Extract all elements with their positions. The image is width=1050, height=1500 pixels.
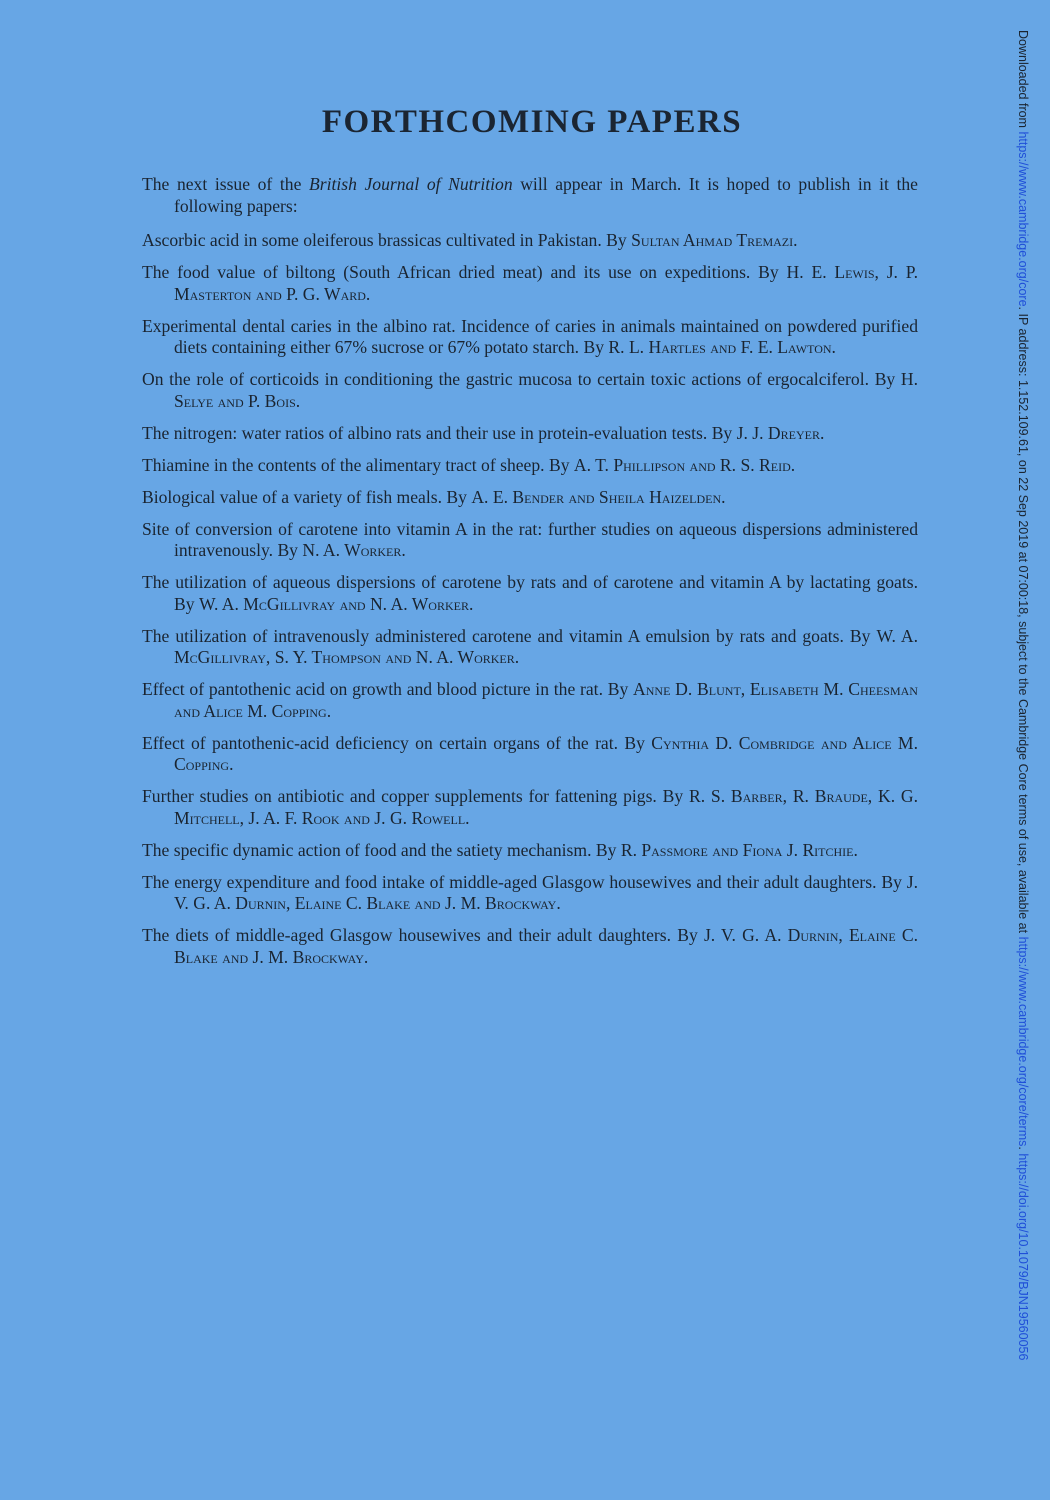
paper-authors: H. Selye and P. Bois. <box>174 369 919 411</box>
terms-link[interactable]: https://www.cambridge.org/core/terms <box>1016 936 1030 1147</box>
paper-title: Ascorbic acid in some oleiferous brassicas cultivated in Pakistan. <box>142 230 602 250</box>
paper-authors: H. E. Lewis, J. P. Masterton and P. G. Ward. <box>174 262 919 304</box>
paper-authors: W. A. McGillivray, S. Y. Thompson and N. A. Worker. <box>174 625 918 667</box>
paper-by: By <box>548 454 570 475</box>
paper-entry <box>142 487 918 509</box>
paper-by: By <box>849 625 871 646</box>
paper-entry <box>142 519 918 562</box>
paper-entry <box>142 316 918 359</box>
paper-authors: Sultan Ahmad Tremazi. <box>631 230 798 250</box>
paper-entry <box>142 262 918 305</box>
paper-by: By <box>758 262 779 282</box>
paper-title: The utilization of aqueous dispersions of carotene by rats and of carotene and vitamin A by lactating goats. <box>142 572 918 592</box>
paper-by: By <box>583 337 604 357</box>
paper-entry <box>142 679 918 722</box>
cambridge-core-link[interactable]: https://www.cambridge.org/core <box>1016 131 1030 307</box>
paper-title: Effect of pantothenic-acid deficiency on certain organs of the rat. <box>142 732 619 753</box>
paper-title: The specific dynamic action of food and the satiety mechanism. <box>142 839 592 860</box>
download-notice <box>1008 30 1038 1470</box>
paper-entry <box>142 626 918 669</box>
paper-title: The utilization of intravenously administered carotene and vitamin A emulsion by rats and goats. <box>142 625 844 646</box>
doi-link[interactable]: https://doi.org/10.1079/BJN19560056 <box>1016 1153 1030 1361</box>
paper-authors: N. A. Worker. <box>302 540 406 560</box>
intro-text-before: The next issue of the <box>142 174 309 194</box>
paper-entry <box>142 369 918 412</box>
paper-authors: Anne D. Blunt, Elisabeth M. Cheesman and Alice M. Copping. <box>174 679 918 721</box>
paper-title: The diets of middle-aged Glasgow housewives and their adult daughters. <box>142 925 672 945</box>
paper-by: By <box>624 732 645 753</box>
paper-title: Effect of pantothenic acid on growth and blood picture in the rat. <box>142 679 603 699</box>
paper-by: By <box>677 925 698 945</box>
paper-by: By <box>662 786 684 806</box>
paper-by: By <box>607 679 629 699</box>
paper-entry <box>142 925 918 968</box>
paper-title: Further studies on antibiotic and copper supplements for fattening pigs. <box>142 786 657 806</box>
paper-title: The energy expenditure and food intake of middle-aged Glasgow housewives and their adult daughters. <box>142 871 877 892</box>
paper-entry <box>142 872 918 915</box>
paper-authors: A. T. Phillipson and R. S. Reid. <box>573 454 796 475</box>
paper-title: Site of conversion of carotene into vitamin A in the rat: further studies on aqueous dispersions administered intravenously. <box>142 518 918 560</box>
paper-authors: Cynthia D. Combridge and Alice M. Copping. <box>174 732 918 774</box>
paper-entry <box>142 572 918 615</box>
paper-title: On the role of corticoids in conditioning the gastric mucosa to certain toxic actions of ergocalciferol. <box>142 369 870 389</box>
paper-list <box>142 174 918 979</box>
paper-title: Experimental dental caries in the albino rat. Incidence of caries in animals maintained on powdered purified diets containing either 67% sucrose or 67% potato starch. <box>142 315 918 357</box>
paper-by: By <box>881 871 902 892</box>
paper-entry <box>142 786 918 829</box>
paper-entry <box>142 840 918 862</box>
paper-entry <box>142 423 918 445</box>
paper-by: By <box>174 593 195 614</box>
paper-by: By <box>711 422 733 443</box>
paper-authors: J. J. Dreyer. <box>736 422 825 443</box>
paper-by: By <box>606 230 627 250</box>
paper-title: The nitrogen: water ratios of albino rats and their use in protein-evaluation tests. <box>142 422 708 443</box>
paper-title: Thiamine in the contents of the alimentary tract of sheep. <box>142 454 545 475</box>
paper-by: By <box>595 839 617 860</box>
page-title: FORTHCOMING PAPERS <box>321 104 743 140</box>
paper-authors: A. E. Bender and Sheila Haizelden. <box>471 486 726 507</box>
download-notice-prefix: Downloaded from <box>1016 30 1030 132</box>
paper-by: By <box>446 486 467 507</box>
paper-authors: R. Passmore and Fiona J. Ritchie. <box>620 839 858 860</box>
paper-title: Biological value of a variety of fish meals. <box>142 486 442 507</box>
intro-text-after: will appear in March. It is hoped to publish in it the following papers: <box>174 174 918 216</box>
paper-by: By <box>277 540 298 560</box>
intro-paragraph <box>142 174 918 217</box>
paper-title: The food value of biltong (South African dried meat) and its use on expeditions. <box>142 262 751 282</box>
download-notice-separator: . <box>1016 1146 1030 1154</box>
paper-by: By <box>874 369 896 389</box>
download-notice-middle: . IP address: 1.152.109.61, on 22 Sep 2019 at 07:00:18, subject to the Cambridge Core terms of use, available at <box>1016 306 1030 937</box>
paper-authors: R. L. Hartles and F. E. Lawton. <box>608 337 836 357</box>
paper-authors: R. S. Barber, R. Braude, K. G. Mitchell, J. A. F. Rook and J. G. Rowell. <box>174 786 918 828</box>
paper-authors: J. V. G. A. Durnin, Elaine C. Blake and J. M. Brockway. <box>174 925 918 967</box>
paper-entry <box>142 230 918 252</box>
journal-name: British Journal of Nutrition <box>308 174 513 194</box>
paper-authors: W. A. McGillivray and N. A. Worker. <box>198 593 474 614</box>
paper-authors: J. V. G. A. Durnin, Elaine C. Blake and J. M. Brockway. <box>174 871 918 913</box>
paper-entry <box>142 733 918 776</box>
paper-entry <box>142 455 918 477</box>
